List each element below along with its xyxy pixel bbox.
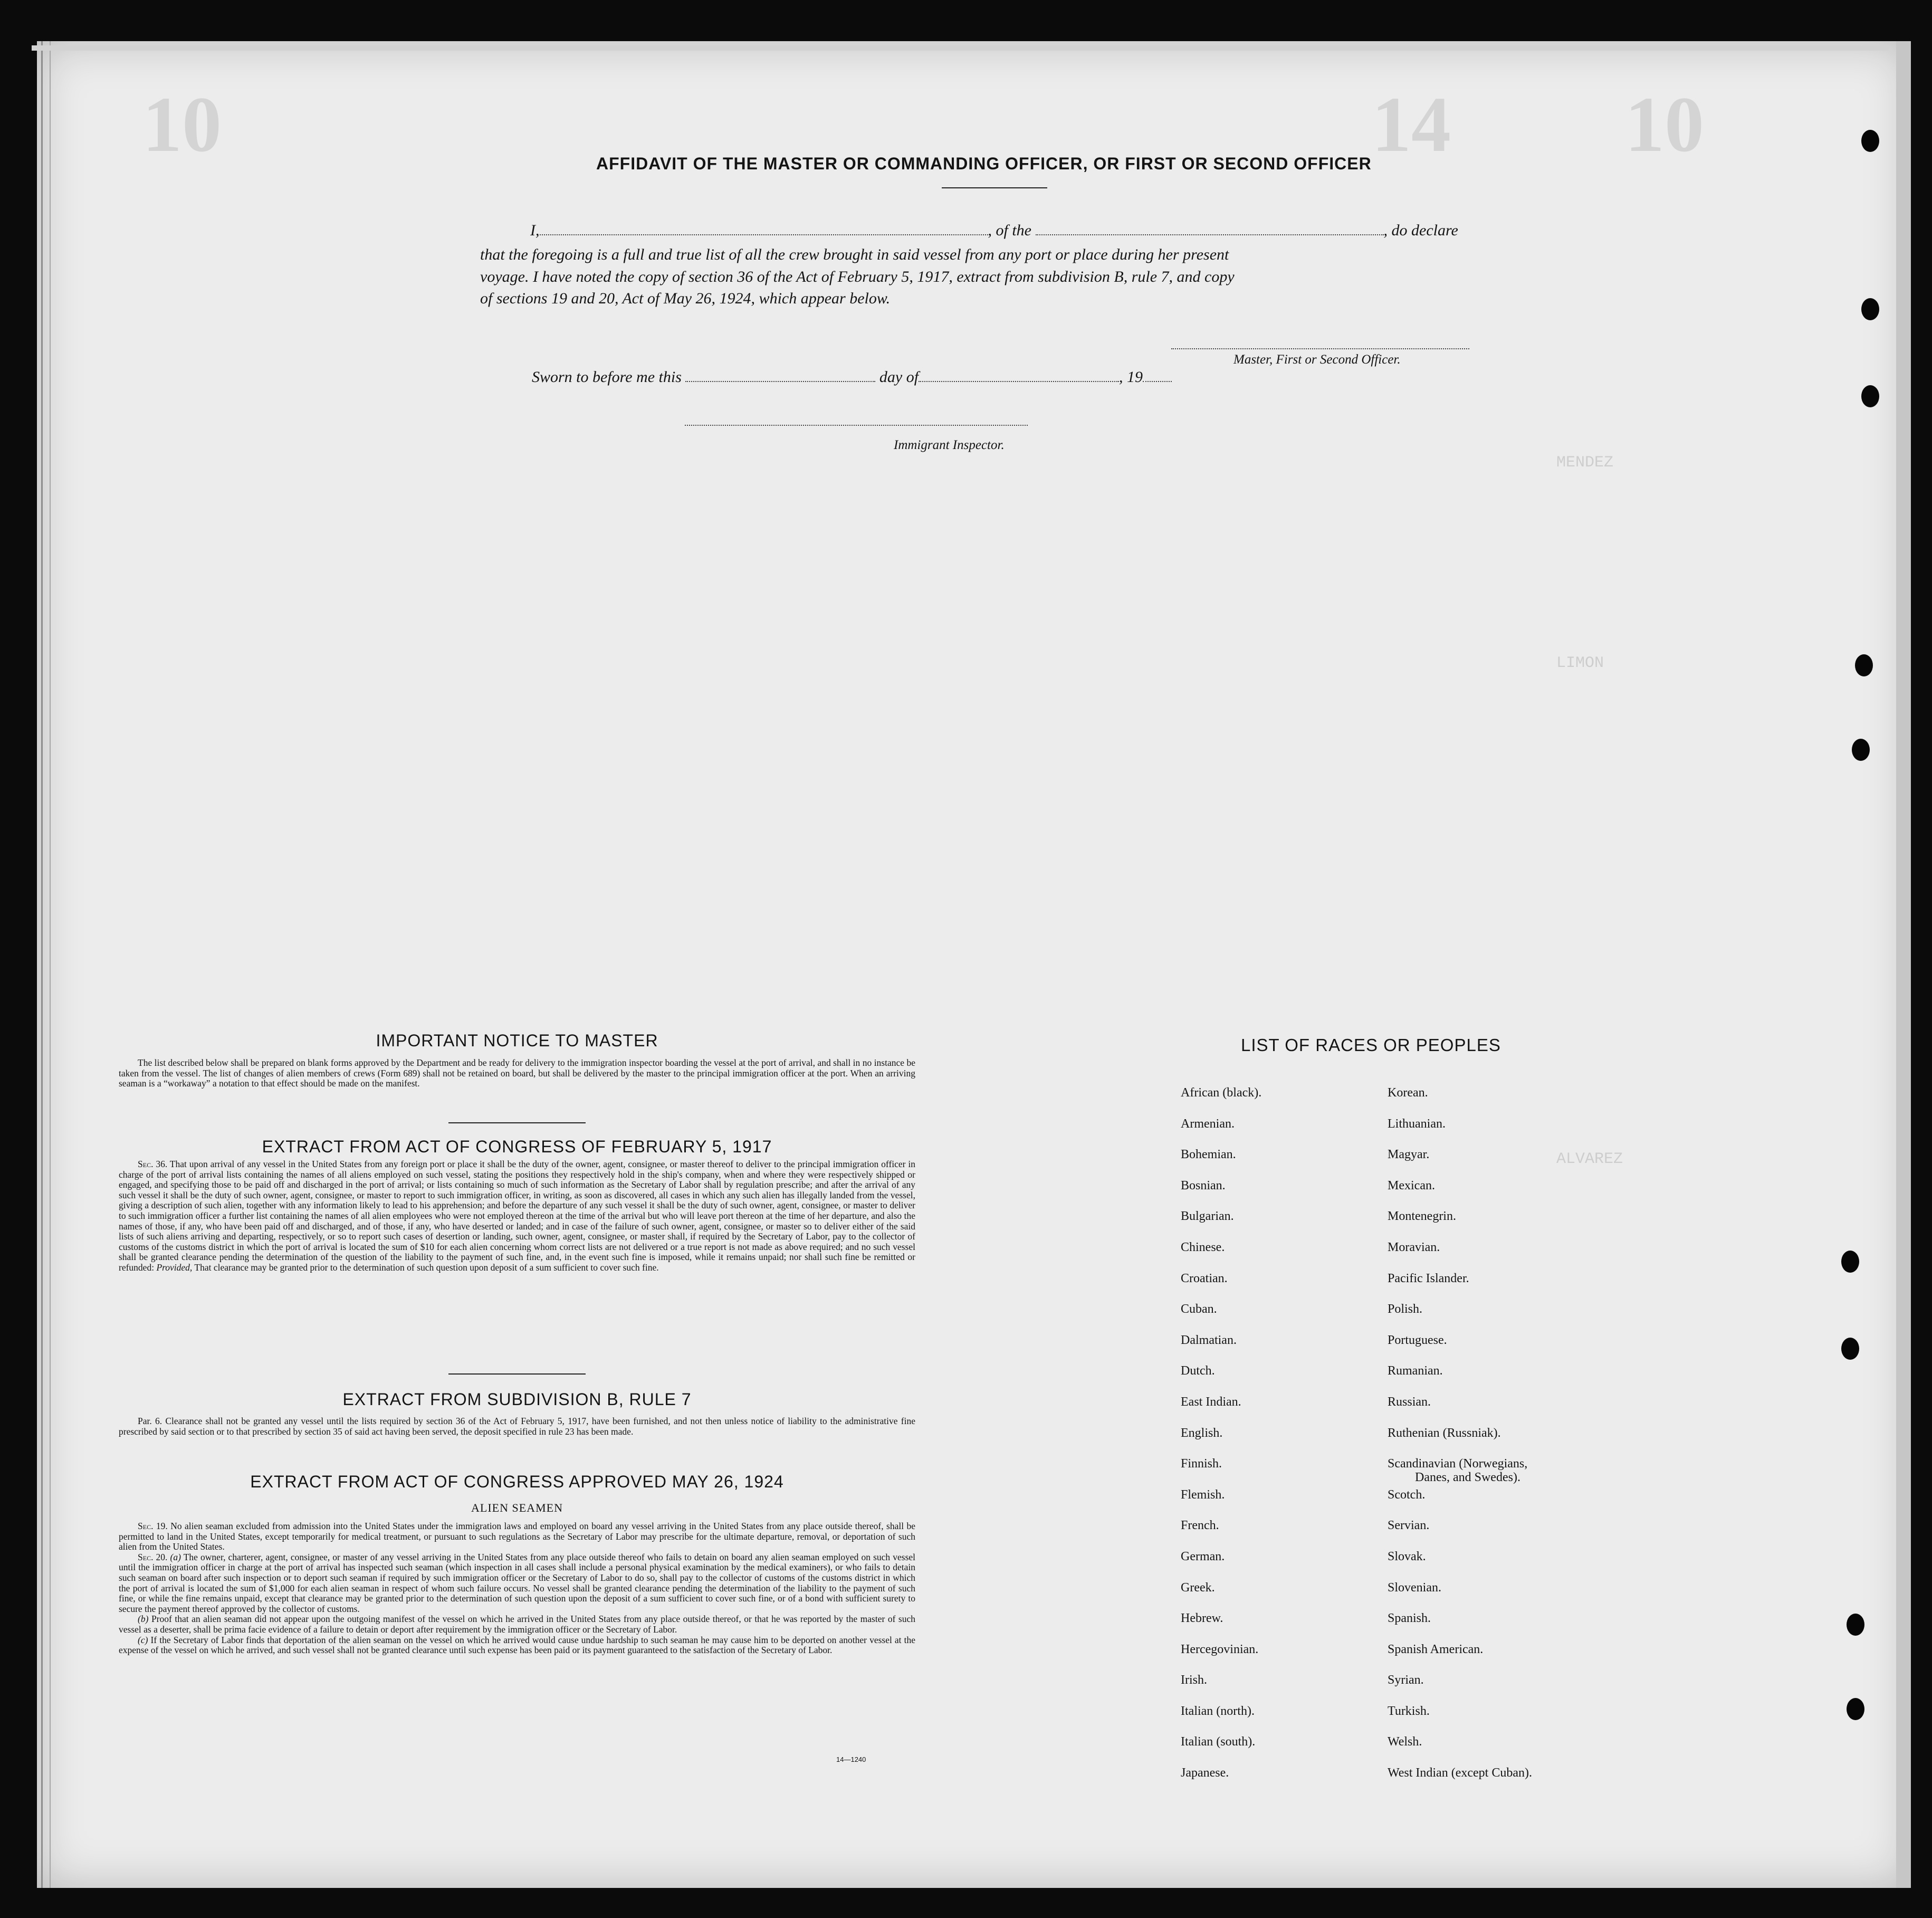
race-item	[1388, 1457, 1532, 1488]
extract-1924-title: EXTRACT FROM ACT OF CONGRESS APPROVED MAY 26, 1924	[250, 1472, 784, 1491]
affidavit-title: AFFIDAVIT OF THE MASTER OR COMMANDING OFFICER, OR FIRST OR SECOND OFFICER	[596, 154, 1372, 173]
race-item: Turkish.	[1388, 1704, 1430, 1718]
punch-hole	[1861, 130, 1879, 152]
race-item: Italian (north).	[1181, 1704, 1255, 1718]
race-item: Italian (south).	[1181, 1735, 1256, 1749]
section-text: If the Secretary of Labor finds that deportation of the alien seaman on the vessel on which he arrived would cause undue hardship to such seaman he may cause him to be deported on another vessel at the expense of the vessel on which he arrived, and such vessel shall not be granted clearance until such expense has been paid or its payment guaranteed to the satisfaction of the Secretary of Labor.	[119, 1634, 916, 1656]
race-item: Scotch.	[1388, 1487, 1426, 1502]
race-item: Flemish.	[1181, 1487, 1225, 1502]
affidavit-line-4: of sections 19 and 20, Act of May 26, 1924, which appear below.	[480, 290, 891, 307]
affidavit-line-1	[530, 222, 1458, 240]
punch-hole	[1861, 385, 1879, 407]
punch-hole	[1847, 1614, 1864, 1636]
races-right-column	[1388, 1086, 1532, 1797]
race-item: Korean.	[1388, 1086, 1428, 1100]
blank-day-line	[685, 379, 875, 382]
top-edge-strip	[32, 45, 1889, 51]
race-item: East Indian.	[1181, 1395, 1241, 1409]
race-item: Welsh.	[1388, 1735, 1422, 1749]
section-label: Sec. 36.	[138, 1159, 168, 1169]
race-item-line-2: Danes, and Swedes).	[1415, 1471, 1520, 1485]
race-item: French.	[1181, 1519, 1219, 1533]
race-item: Slovenian.	[1388, 1580, 1441, 1595]
punch-hole	[1841, 1251, 1859, 1273]
divider	[448, 1373, 586, 1375]
race-item: Rumanian.	[1388, 1364, 1443, 1378]
section-text: No alien seaman excluded from admission into the United States under the immigration laws and employed on board any vessel arriving in the United States from any place outside thereof, shall be permitted to land in the United States, except temporarily for medical treatment, or pursuant to such regulations as the Secretary of Labor may prescribe for the ultimate departure, removal, or deportation of such alien from the United States.	[119, 1521, 915, 1552]
page-edge	[1896, 41, 1911, 1888]
race-item: German.	[1181, 1549, 1225, 1563]
race-item: Magyar.	[1388, 1148, 1430, 1162]
race-item: Hercegovinian.	[1181, 1642, 1259, 1656]
inspector-caption: Immigrant Inspector.	[894, 438, 1005, 452]
race-item: Ruthenian (Russniak).	[1388, 1426, 1501, 1440]
punch-hole	[1847, 1698, 1864, 1720]
punch-hole	[1861, 298, 1879, 320]
race-item: Syrian.	[1388, 1673, 1424, 1687]
race-item: Spanish American.	[1388, 1642, 1484, 1656]
race-item: Irish.	[1181, 1673, 1207, 1687]
punch-hole	[1855, 654, 1873, 676]
section-text-end: That clearance may be granted prior to the determination of such question upon deposit of a sum sufficient to cover such fine.	[194, 1262, 659, 1273]
race-item: Armenian.	[1181, 1117, 1235, 1131]
form-number: 14—1240	[836, 1755, 866, 1763]
section-36-paragraph	[119, 1159, 915, 1273]
race-item: Polish.	[1388, 1302, 1423, 1316]
section-20c-paragraph	[119, 1635, 915, 1656]
section-text: That upon arrival of any vessel in the United States from any foreign port or place it shall be the duty of the owner, agent, consignee, or master thereof to deliver to the principal immigration officer in charge of the port of arrival lists containing the names of all aliens employed on such vessel, stating the positions they respectively hold in the ship's company, when and where they were respectively shipped or engaged, and specifying those to be paid off and discharged in the port of arrival; or lists containing so much of such information as the Secretary of Labor shall by regulation prescribe; and after the arrival of any such vessel it shall be the duty of such owner, agent, consignee, or master to report to such immigration officer, in writing, as soon as discovered, all cases in which any such alien has illegally landed from the vessel, giving a description of such alien, together with any information likely to lead to his apprehension; and before the departure of any such vessel it shall be the duty of such owner, agent, consignee, or master to deliver to such immigration officer a further list containing the names of all alien employees who were not employed thereon at the time of the arrival but who will leave port thereon at the time of her departure, and also the names of those, if any, who have been paid off and discharged, and of those, if any, who have deserted or landed; and in case of the failure of such owner, agent, consignee, or master so to deliver either of the said lists of such aliens arriving and departing, respectively, or so to report such cases of desertion or landing, such owner, agent, consignee, or master shall, if required by the Secretary of Labor, pay to the collector of customs of the customs district in which the port of arrival is located the sum of $10 for each alien concerning whom correct lists are not delivered or a true report is not made as above required; and no such vessel shall be granted clearance pending the determination of the question of the liability to the payment of such fine, and, in the event such fine is imposed, while it remains unpaid; nor shall such fine be remitted or refunded:	[119, 1159, 915, 1273]
section-label: Sec. 19.	[138, 1521, 168, 1531]
extract-1917-body	[119, 1159, 915, 1273]
extract-rule7-title: EXTRACT FROM SUBDIVISION B, RULE 7	[342, 1390, 692, 1409]
section-20b-paragraph	[119, 1614, 915, 1635]
divider	[942, 187, 1047, 188]
sworn-line	[532, 368, 1172, 386]
race-item: Spanish.	[1388, 1611, 1431, 1626]
race-item: Dutch.	[1181, 1364, 1215, 1378]
race-item: Japanese.	[1181, 1766, 1229, 1780]
section-19-paragraph	[119, 1521, 915, 1552]
provided-label: Provided,	[156, 1262, 193, 1273]
race-item: Dalmatian.	[1181, 1333, 1237, 1347]
section-text: The owner, charterer, agent, consignee, or master of any vessel arriving in the United States from any place outside thereof who fails to detain on board any alien seaman employed on such vessel until the immigration officer in charge at the port of arrival has inspected such seaman (which inspection in all cases shall include a personal physical examination by the medical examiners), or who fails to detain such seaman on board after such inspection or to deport such seaman if required by such immigration officer or the Secretary of Labor to do so, shall pay to the collector of customs of the customs district in which the port of arrival is located the sum of $1,000 for each alien seaman in respect of whom such failure occurs. No vessel shall be granted clearance pending the determination of the liability to the payment of such fine, or while the fine remains unpaid, except that clearance may be granted prior to the determination of such question upon the deposit of a sum sufficient to cover such fine, or of a bond with sufficient surety to secure the payment thereof approved by the collector of customs.	[119, 1551, 916, 1614]
notice-title: IMPORTANT NOTICE TO MASTER	[376, 1031, 658, 1050]
bleed-through-text: LIMON	[1556, 654, 1604, 672]
race-item: Moravian.	[1388, 1240, 1440, 1254]
text: , of the	[988, 222, 1031, 239]
section-20a-paragraph	[119, 1552, 915, 1615]
notice-body	[119, 1058, 915, 1089]
text: I,	[530, 222, 540, 239]
race-item: Slovak.	[1388, 1549, 1426, 1563]
race-item: Montenegrin.	[1388, 1209, 1456, 1224]
text: , do declare	[1383, 222, 1458, 239]
punch-hole	[1841, 1338, 1859, 1360]
extract-rule7-body	[119, 1416, 915, 1437]
blank-year-line	[1143, 379, 1172, 382]
extract-1917-title: EXTRACT FROM ACT OF CONGRESS OF FEBRUARY 5, 1917	[262, 1137, 772, 1156]
race-item: English.	[1181, 1426, 1223, 1440]
race-item: Servian.	[1388, 1519, 1430, 1533]
bleed-through-text: ALVAREZ	[1556, 1150, 1623, 1168]
blank-month-line	[919, 379, 1119, 382]
clause-label: (b)	[138, 1614, 149, 1625]
race-item: Bulgarian.	[1181, 1209, 1234, 1224]
race-item: Bosnian.	[1181, 1178, 1226, 1192]
race-item: Portuguese.	[1388, 1333, 1447, 1347]
alien-seamen-subtitle: ALIEN SEAMEN	[471, 1501, 563, 1514]
binding-rule-inner	[50, 41, 51, 1888]
notice-paragraph: The list described below shall be prepared on blank forms approved by the Department and be ready for delivery to the immigration inspector boarding the vessel at the port of arrival, and shall in no instance be taken from the vessel. The list of changes of alien members of crews (Form 689) shall not be retained on board, but shall be delivered by the master to the principal immigration officer at the port. When an arriving seaman is a “workaway” a notation to that effect should be made on the manifest.	[119, 1057, 915, 1089]
bleed-through-mark: 10	[142, 81, 222, 168]
text: day of	[879, 368, 919, 386]
section-text: Proof that an alien seaman did not appear upon the outgoing manifest of the vessel on which he arrived in the United States from any place outside thereof, or that he was reported by the master of such vessel as a deserter, shall be prima facie evidence of a failure to detain or deport after requirement by the immigration officer or the Secretary of Labor.	[119, 1614, 915, 1635]
clause-label: (a)	[170, 1551, 181, 1562]
bleed-through-mark: 10	[1625, 81, 1704, 168]
inspector-signature-line	[685, 425, 1028, 426]
bleed-through-text: MENDEZ	[1556, 454, 1614, 472]
race-item: Lithuanian.	[1388, 1117, 1446, 1131]
race-item: Croatian.	[1181, 1271, 1228, 1285]
clause-label: (c)	[138, 1634, 148, 1645]
race-item: Bohemian.	[1181, 1148, 1236, 1162]
race-item: Russian.	[1388, 1395, 1431, 1409]
affidavit-line-3: voyage. I have noted the copy of section 36 of the Act of February 5, 1917, extract from subdivision B, rule 7, and copy	[480, 268, 1235, 285]
blank-vessel-line	[1036, 232, 1384, 235]
rule7-paragraph: Par. 6. Clearance shall not be granted any vessel until the lists required by section 36 of the Act of February 5, 1917, have been furnished, and not then unless notice of liability to the administrative fine prescribed by said section or to that prescribed by section 35 of said act having been served, the deposit specified in rule 23 has been made.	[119, 1416, 915, 1437]
bleed-through-mark: 14	[1372, 81, 1451, 168]
blank-name-line	[540, 232, 988, 235]
race-item: Mexican.	[1388, 1178, 1435, 1192]
race-item: Greek.	[1181, 1580, 1215, 1595]
master-signature-line	[1171, 348, 1469, 349]
text: , 19	[1119, 368, 1143, 386]
race-item-line-1: Scandinavian (Norwegians,	[1388, 1457, 1528, 1471]
affidavit-line-2: that the foregoing is a full and true list of all the crew brought in said vessel from any port or place during her present	[480, 246, 1229, 263]
race-item: Finnish.	[1181, 1457, 1222, 1471]
binding-rule	[41, 41, 43, 1888]
section-label: Sec. 20.	[138, 1551, 168, 1562]
race-item: Chinese.	[1181, 1240, 1225, 1254]
race-item: Cuban.	[1181, 1302, 1217, 1316]
races-left-column	[1181, 1086, 1261, 1797]
races-title: LIST OF RACES OR PEOPLES	[1241, 1035, 1501, 1055]
punch-hole	[1852, 739, 1870, 761]
race-item: African (black).	[1181, 1086, 1262, 1100]
race-item: Hebrew.	[1181, 1611, 1223, 1626]
race-item: Pacific Islander.	[1388, 1271, 1469, 1285]
master-caption: Master, First or Second Officer.	[1233, 352, 1401, 367]
race-item: West Indian (except Cuban).	[1388, 1766, 1532, 1780]
extract-1924-body	[119, 1521, 915, 1656]
text: Sworn to before me this	[532, 368, 682, 386]
divider	[448, 1122, 586, 1123]
